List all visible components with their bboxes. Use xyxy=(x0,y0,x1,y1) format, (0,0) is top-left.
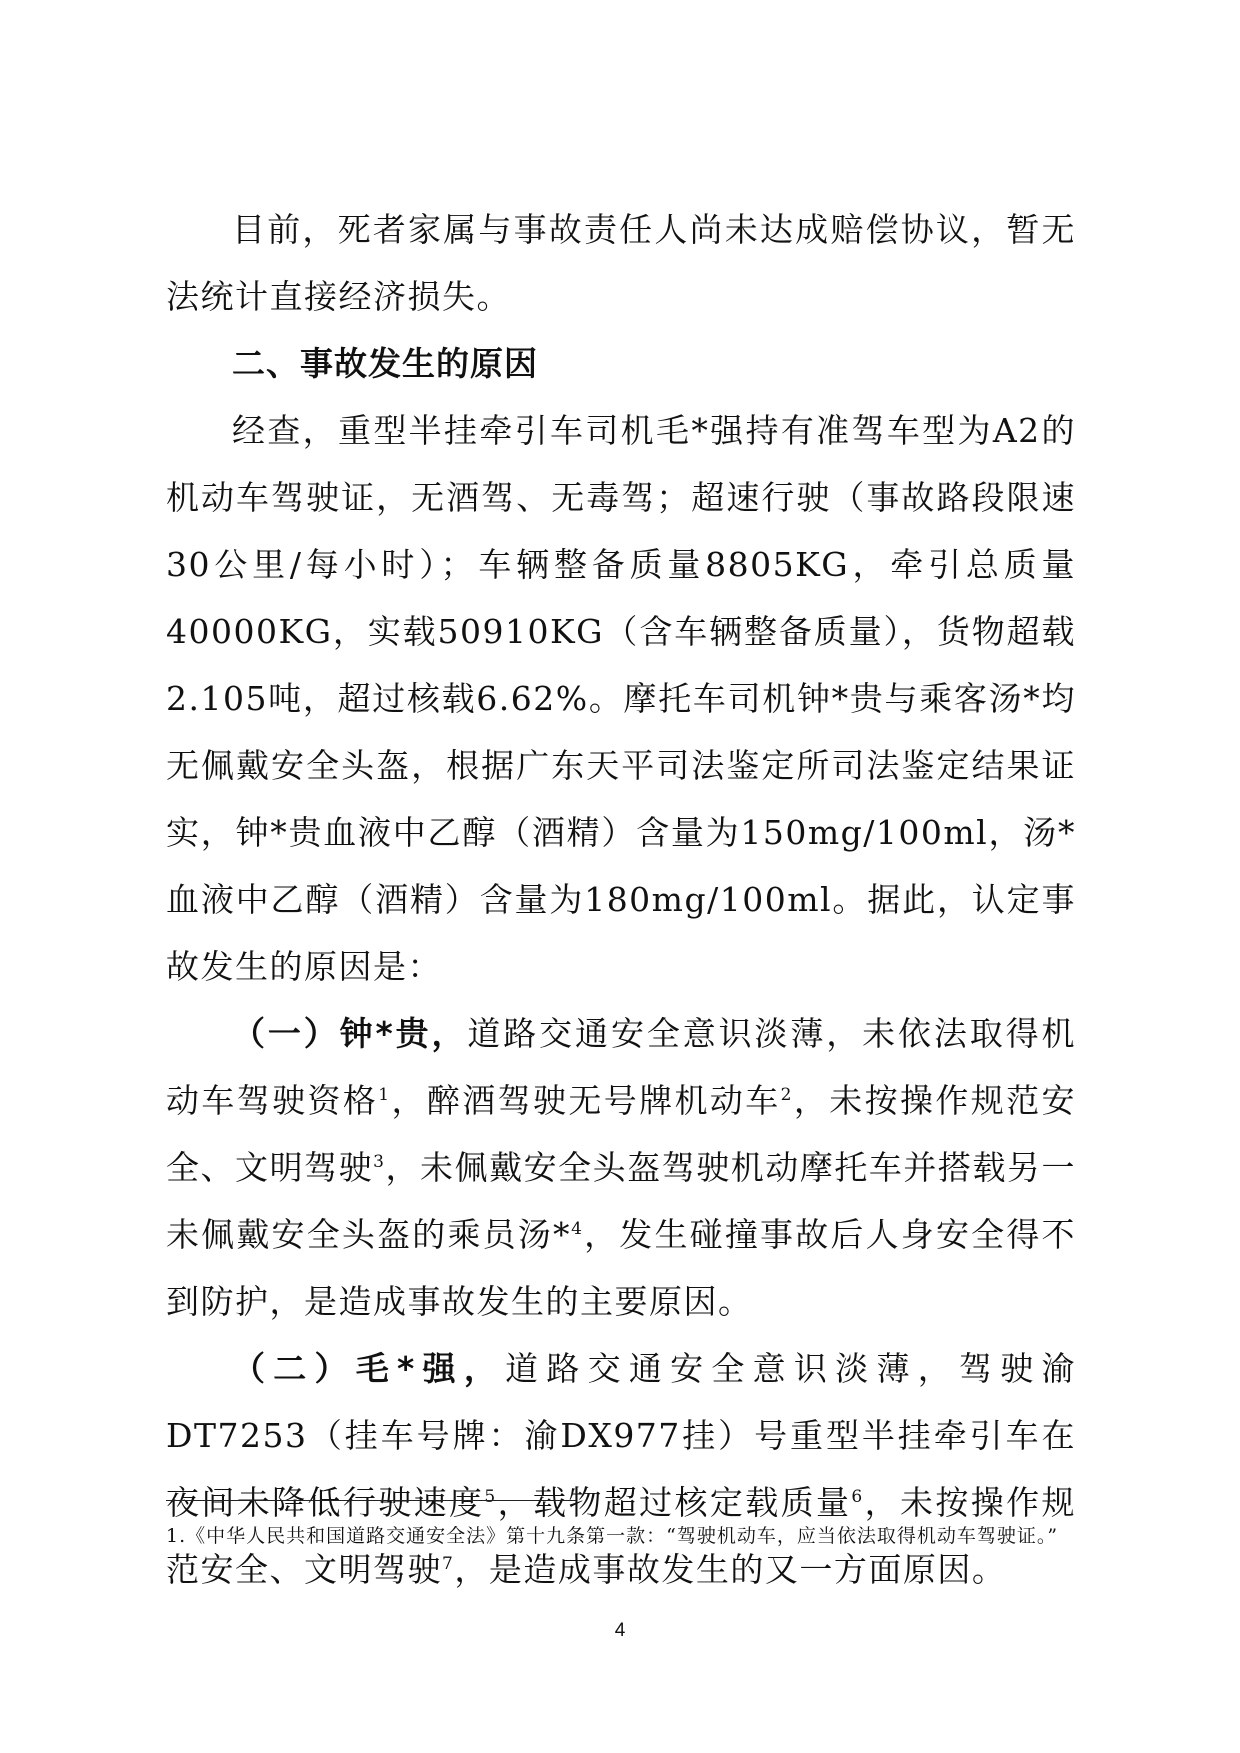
cause-2-text-1: 道路交通安全意识淡薄，驾驶渝DT7253（挂车号牌：渝DX977挂）号重型半挂牵引车在夜间未降低行驶速度 xyxy=(166,1349,1076,1522)
paragraph-cause-2 xyxy=(166,1335,1076,1603)
cause-1-text-5: ，发生碰撞事故后人身安全得不到防护，是造成事故发生的主要原因。 xyxy=(166,1215,1077,1321)
footnote-ref-7: 7 xyxy=(442,1554,455,1574)
cause-1-lead: （一）钟*贵， xyxy=(232,1014,468,1053)
footnote-ref-2: 2 xyxy=(780,1085,793,1105)
cause-2-lead: （二）毛*强， xyxy=(232,1349,506,1388)
footnote-ref-3: 3 xyxy=(373,1152,386,1172)
paragraph-cause-1 xyxy=(166,1000,1076,1335)
cause-2-text-3: ，未按操作规范安全、文明驾驶 xyxy=(166,1483,1077,1589)
footnote-ref-4: 4 xyxy=(571,1219,584,1239)
paragraph-economic-loss: 目前，死者家属与事故责任人尚未达成赔偿协议，暂无法统计直接经济损失。 xyxy=(166,210,1076,316)
cause-1-text-3: ，未按操作规范安全、文明驾驶 xyxy=(166,1081,1077,1187)
page-number: 4 xyxy=(614,1620,626,1641)
cause-1-text-4: ，未佩戴安全头盔驾驶机动摩托车并搭载另一未佩戴安全头盔的乘员汤* xyxy=(166,1148,1077,1254)
cause-2-text-4: ，是造成事故发生的又一方面原因。 xyxy=(454,1550,1007,1589)
footnote-ref-6: 6 xyxy=(851,1487,864,1507)
section-heading: 二、事故发生的原因 xyxy=(232,344,538,383)
paragraph-investigation: 经查，重型半挂牵引车司机毛*强持有准驾车型为A2的机动车驾驶证，无酒驾、无毒驾；超速行驶（事故路段限速30公里/每小时）；车辆整备质量8805KG，牵引总质量40000KG，实载50910KG（含车辆整备质量），货物超载2.105吨，超过核载6.62%。摩托车司机钟*贵与乘客汤*均无佩戴安全头盔，根据广东天平司法鉴定所司法鉴定结果证实，钟*贵血液中乙醇（酒精）含量为150mg/100ml，汤*血液中乙醇（酒精）含量为180mg/100ml。据此，认定事故发生的原因是： xyxy=(166,411,1076,986)
footnote-divider xyxy=(166,1500,576,1501)
cause-1-text-2: ，醉酒驾驶无号牌机动车 xyxy=(390,1081,781,1120)
body-text xyxy=(166,196,1076,1603)
cause-1-text-1: 道路交通安全意识淡薄，未依法取得机动车驾驶资格 xyxy=(166,1014,1076,1120)
footnote-ref-1: 1 xyxy=(378,1085,391,1105)
footnote-ref-5: 5 xyxy=(484,1487,497,1507)
cause-2-text-2: ，载物超过核定载质量 xyxy=(496,1483,852,1522)
footnote-1: 1.《中华人民共和国道路交通安全法》第十九条第一款：“驾驶机动车，应当依法取得机动车驾驶证。” xyxy=(166,1525,1059,1547)
